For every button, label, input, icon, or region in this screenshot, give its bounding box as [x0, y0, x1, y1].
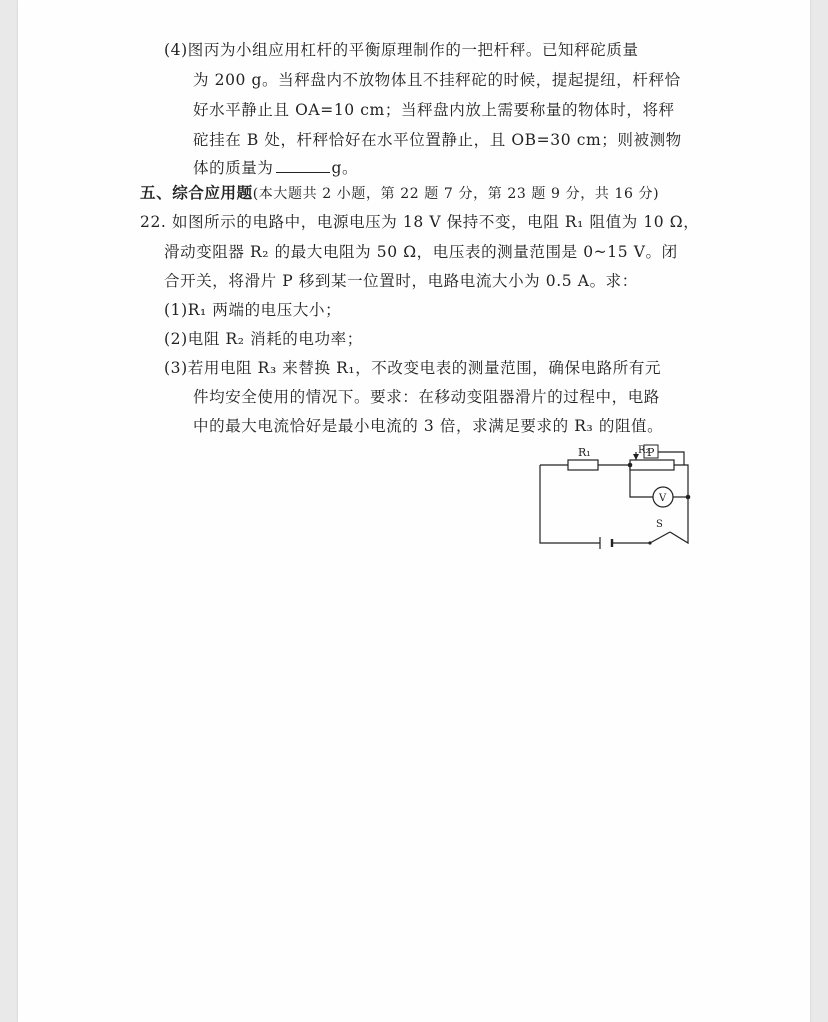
label-v: V — [659, 493, 667, 504]
label-s: S — [656, 519, 663, 530]
document-page — [18, 0, 810, 1022]
q4-line-2: 为 200 g。当秤盘内不放物体且不挂秤砣的时候，提起提纽，杆秤恰 — [193, 71, 681, 89]
q22-sub-3-line-2: 件均安全使用的情况下。要求：在移动变阻器滑片的过程中，电路 — [193, 388, 660, 406]
q22-sub-3-line-1: (3)若用电阻 R₃ 来替换 R₁，不改变电表的测量范围，确保电路所有元 — [164, 359, 662, 377]
answer-blank[interactable] — [276, 158, 330, 173]
q4-line-3: 好水平静止且 OA=10 cm；当秤盘内放上需要称量的物体时，将秤 — [193, 101, 675, 119]
section-5-header — [140, 183, 659, 204]
label-r2: R₂ — [638, 445, 650, 456]
wire-bottom-right — [670, 497, 688, 543]
q22-sub-2: (2)电阻 R₂ 消耗的电功率； — [164, 330, 363, 348]
circuit-diagram — [538, 440, 718, 552]
switch-icon — [650, 532, 670, 543]
q4-line-1: (4)图丙为小组应用杠杆的平衡原理制作的一把杆秤。已知秤砣质量 — [164, 41, 639, 59]
wire-top-right — [674, 465, 688, 497]
rheostat-r2 — [630, 460, 674, 470]
q22-line-3: 合开关，将滑片 P 移到某一位置时，电路电流大小为 0.5 A。求： — [164, 272, 638, 290]
q4-line-5 — [193, 158, 358, 178]
label-p: P — [647, 446, 655, 459]
resistor-r1 — [568, 460, 598, 470]
q22-sub-3-line-3: 中的最大电流恰好是最小电流的 3 倍，求满足要求的 R₃ 的阻值。 — [193, 417, 664, 435]
q4-unit: g。 — [331, 159, 359, 177]
junction-dot — [628, 463, 633, 468]
q22-line-2: 滑动变阻器 R₂ 的最大电阻为 50 Ω，电压表的测量范围是 0~15 V。闭 — [164, 243, 678, 261]
wire-left — [540, 465, 600, 543]
q22-sub-1: (1)R₁ 两端的电压大小； — [164, 301, 342, 319]
section-5-heading: 五、综合应用题 — [140, 183, 253, 202]
q4-line-4: 砣挂在 B 处，杆秤恰好在水平位置静止，且 OB=30 cm；则被测物 — [193, 131, 682, 149]
q22-line-1: 22. 如图所示的电路中，电源电压为 18 V 保持不变，电阻 R₁ 阻值为 10 Ω， — [140, 213, 700, 231]
section-5-note: (本大题共 2 小题，第 22 题 7 分，第 23 题 9 分，共 16 分) — [252, 186, 660, 202]
label-r1: R₁ — [578, 446, 591, 459]
q4-line-5-text: 体的质量为 — [193, 159, 274, 177]
junction-dot — [686, 495, 691, 500]
